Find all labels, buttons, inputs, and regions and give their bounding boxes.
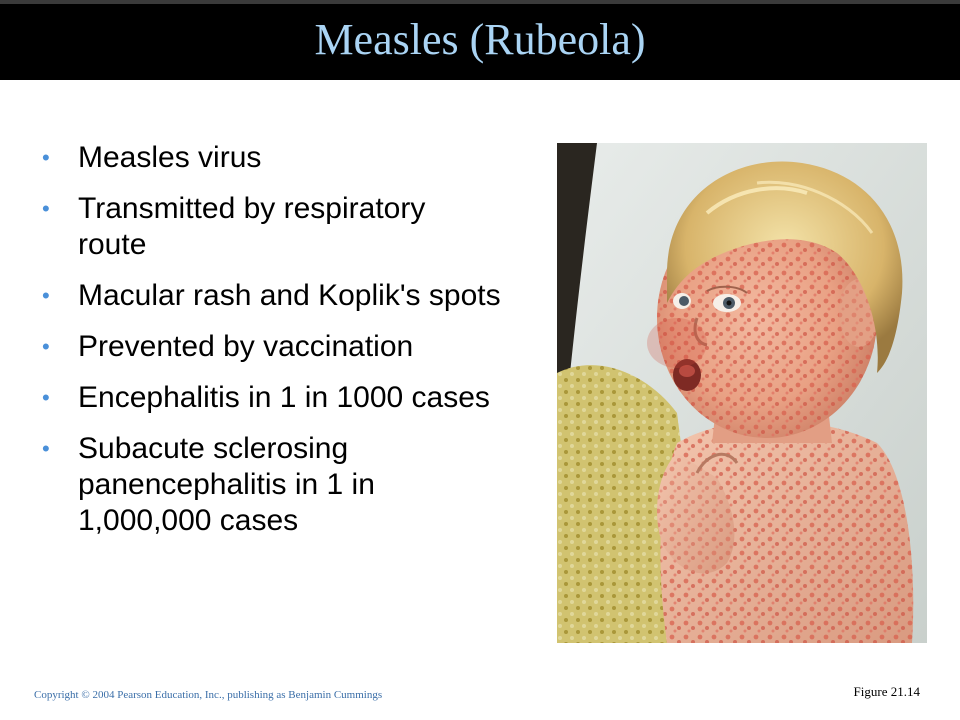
- copyright-text: Copyright © 2004 Pearson Education, Inc., publishing as Benjamin Cummings: [34, 689, 383, 701]
- bullet-text: Subacute sclerosing panencephalitis in 1 in 1,000,000 cases: [78, 432, 375, 537]
- photo-illustration: [557, 143, 927, 643]
- bullet-dot-icon: •: [42, 436, 50, 461]
- bullet-text: Transmitted by respiratory route: [78, 192, 426, 261]
- bullet-text: Encephalitis in 1 in 1000 cases: [78, 381, 490, 414]
- figure-label: Figure 21.14: [853, 684, 920, 699]
- bullet-text: Macular rash and Koplik's spots: [78, 279, 501, 312]
- bullet-text: Prevented by vaccination: [78, 330, 414, 363]
- bullet-dot-icon: •: [42, 196, 50, 221]
- bullet-item: [42, 380, 502, 416]
- bullet-dot-icon: •: [42, 334, 50, 359]
- title-rule: [0, 0, 960, 4]
- bullet-item: [42, 191, 502, 263]
- bullet-dot-icon: •: [42, 145, 50, 170]
- bullet-item: [42, 329, 502, 365]
- bullet-dot-icon: •: [42, 283, 50, 308]
- slide-title: Measles (Rubeola): [314, 15, 646, 64]
- child-with-measles-rash-photo: [557, 143, 927, 643]
- bullet-dot-icon: •: [42, 385, 50, 410]
- bullet-item: [42, 431, 502, 539]
- bullet-item: [42, 140, 502, 176]
- bullet-list: [42, 140, 502, 554]
- bullet-item: [42, 278, 502, 314]
- bullet-text: Measles virus: [78, 141, 262, 174]
